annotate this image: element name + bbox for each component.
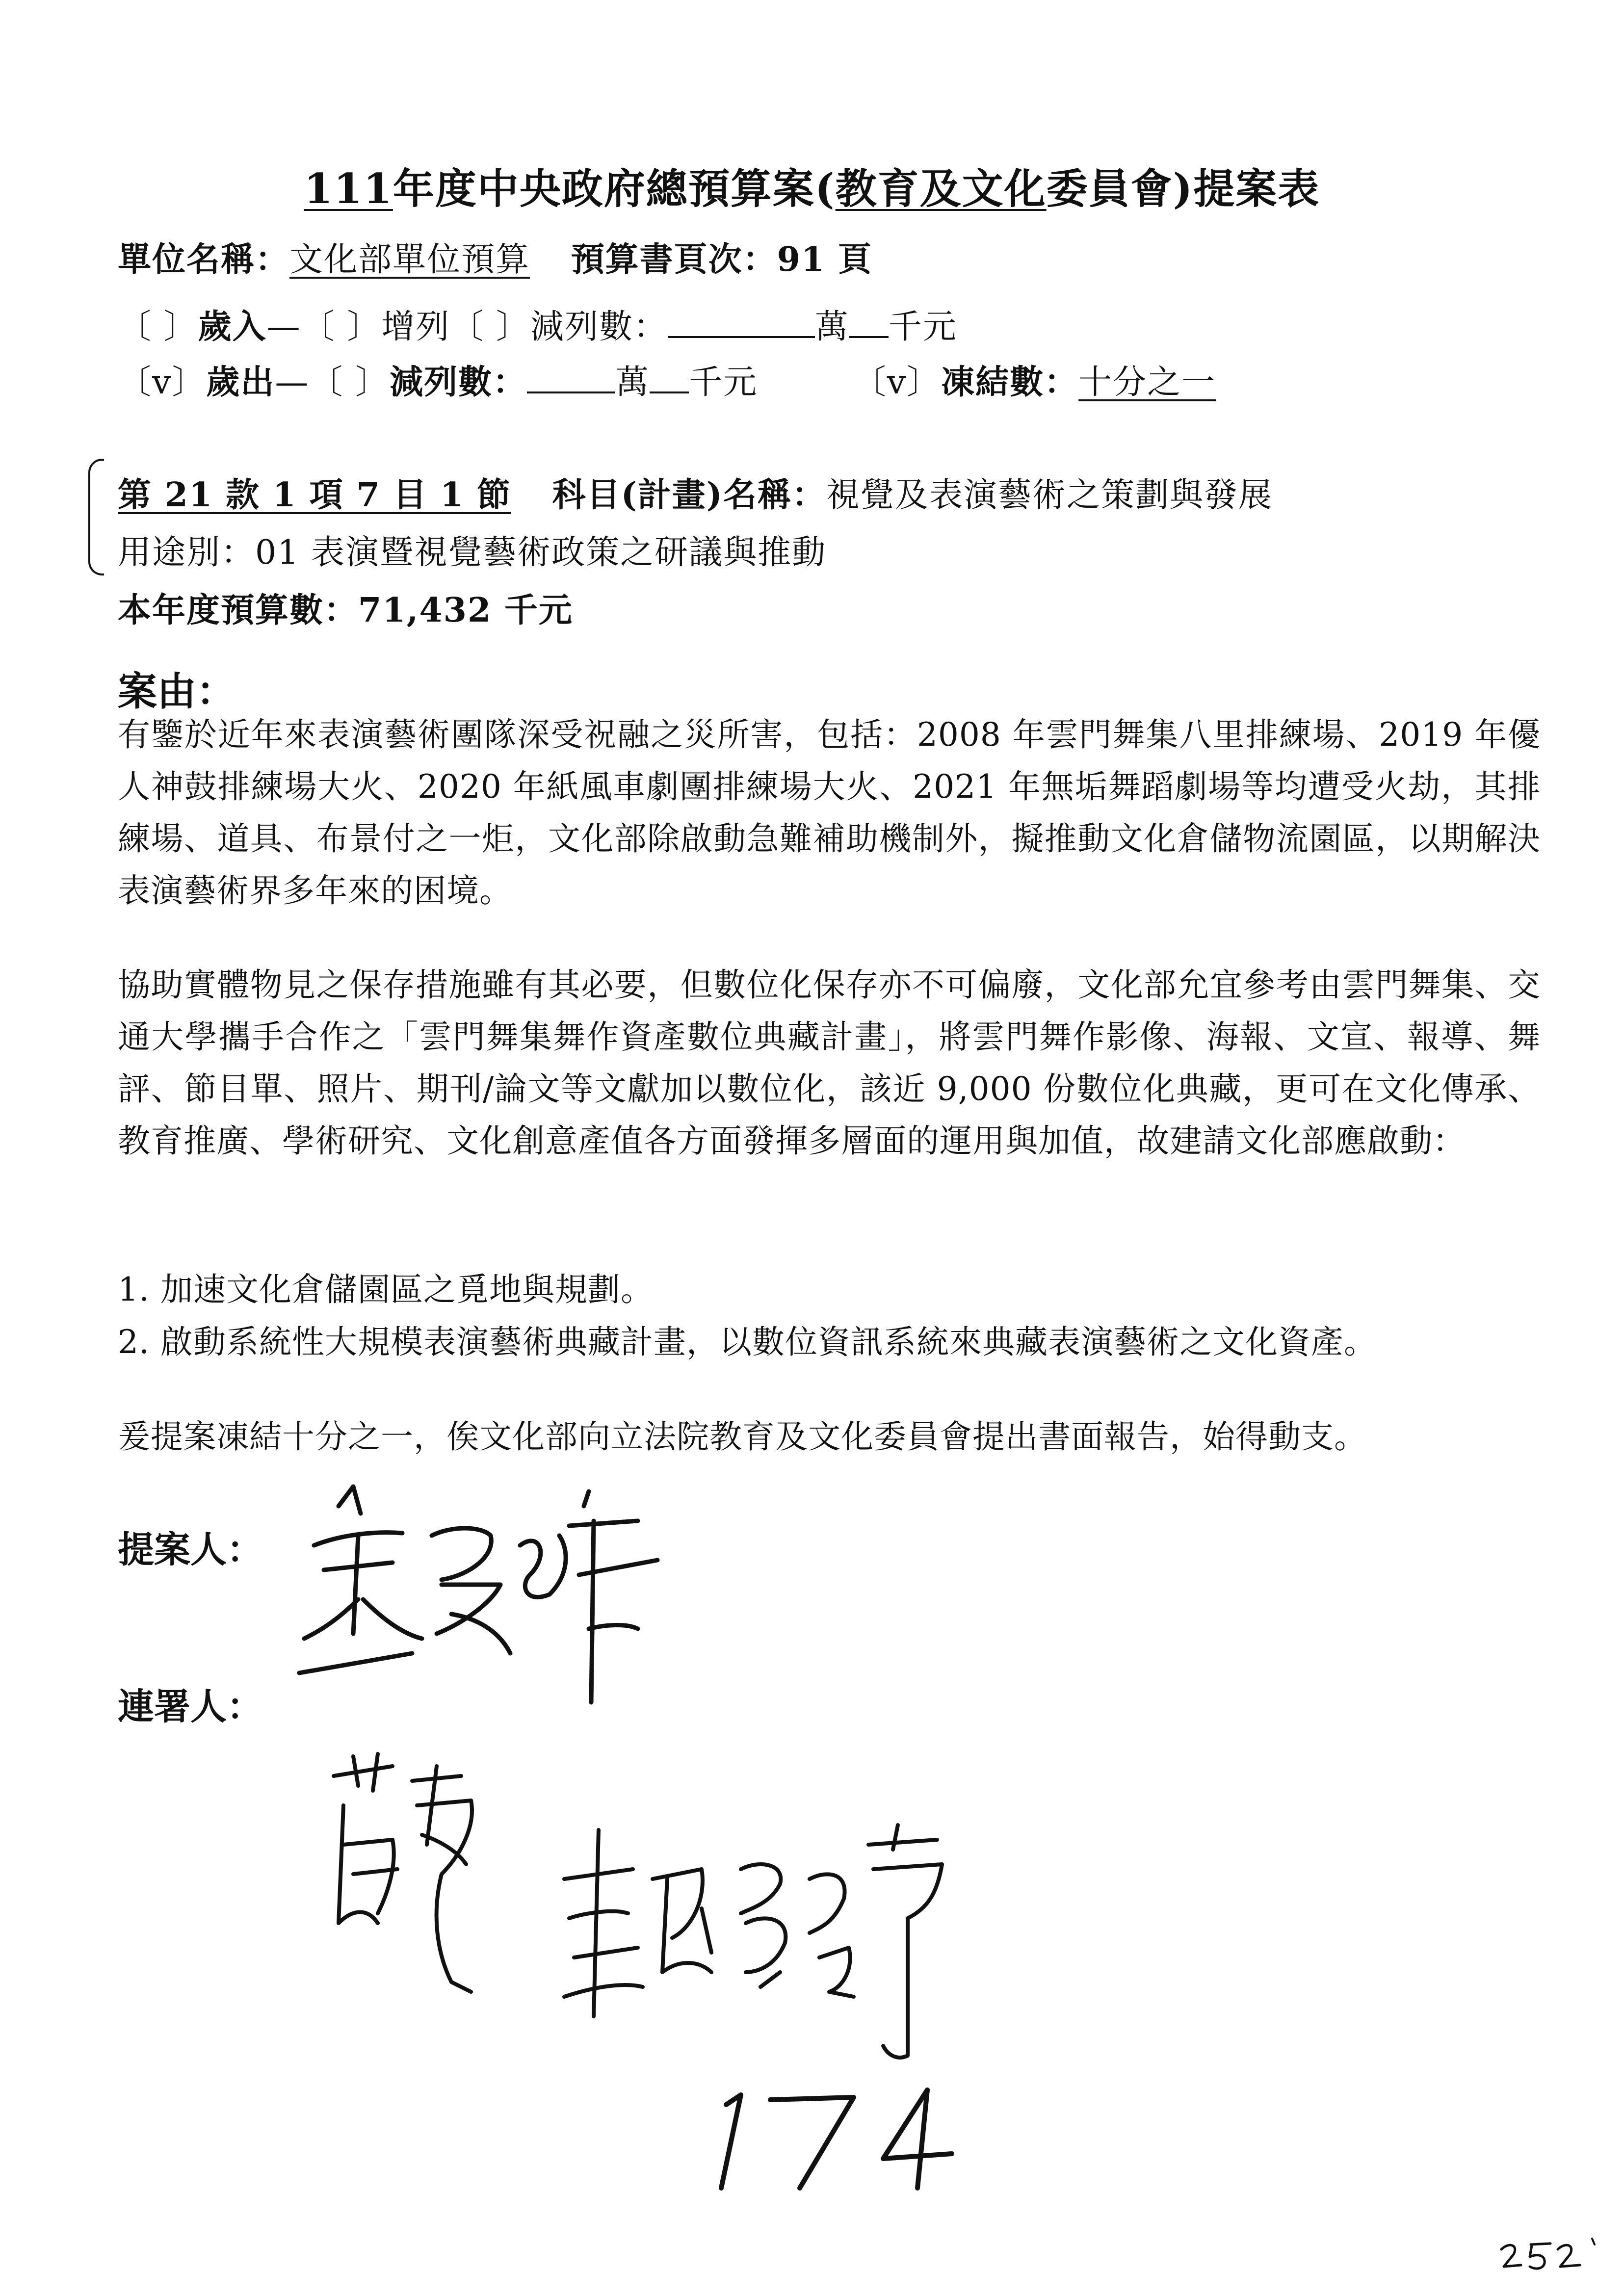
usage-row [118, 526, 826, 574]
budget-amount-row [118, 584, 573, 631]
revenue-dash: — [266, 308, 301, 346]
subject-value: 視覺及表演藝術之策劃與發展 [826, 476, 1273, 515]
handwritten-page-number [697, 2070, 952, 2198]
usage-value: 01 表演暨視覺藝術政策之研議與推動 [255, 533, 827, 572]
increase-checkbox: 〔 〕 [301, 308, 382, 346]
cosigner-signature-2 [554, 1810, 957, 2085]
budget-amount-value: 71,432 千元 [358, 591, 573, 630]
budget-amount-label: 本年度預算數： [118, 591, 359, 630]
unit-label: 單位名稱： [118, 240, 290, 279]
reason-paragraph-2: 協助實體物見之保存措施雖有其必要，但數位化保存亦不可偏廢，文化部允宜參考由雲門舞集、交通大學攜手合作之「雲門舞集舞作資產數位典藏計畫」，將雲門舞作影像、海報、文宣、報導、舞評、節目單、照片、期刊/論文等文獻加以數位化，該近 9,000 份數位化典藏，更可在文化傳承、教育推廣、學術研究、文化創意產值各方面發揮多層面的運用與加值，故建請文化部應啟動： [118, 966, 1541, 1160]
conclusion-text: 爰提案凍結十分之一，俟文化部向立法院教育及文化委員會提出書面報告，始得動支。 [118, 1418, 1367, 1456]
cosigner-label: 連署人： [118, 1686, 263, 1728]
form-title [0, 156, 1624, 215]
freeze-label: 凍結數： [941, 363, 1079, 402]
revenue-wan-blank [668, 311, 815, 338]
corner-handwritten-number [1496, 2235, 1604, 2279]
page-value: 91 頁 [777, 240, 872, 279]
revenue-wan-unit: 萬 [814, 308, 849, 346]
increase-label: 增列 [381, 308, 450, 346]
unit-row [118, 233, 872, 281]
revenue-qian-blank [849, 311, 889, 338]
proposer-signature [294, 1477, 667, 1732]
section-row [118, 469, 1273, 516]
decrease-checkbox: 〔 〕 [450, 308, 530, 346]
reason-label: 案由： [118, 668, 236, 714]
reason-paragraph-1: 有鑒於近年來表演藝術團隊深受祝融之災所害，包括：2008 年雲門舞集八里排練場、2019 年優人神鼓排練場大火、2020 年紙風車劇團排練場大火、2021 年無垢舞蹈劇場等均遭受火劫，其排練場、道具、布景付之一炬，文化部除啟動急難補助機制外，擬推動文化倉儲物流園區，以期解決表演藝術界多年來的困境。 [118, 716, 1541, 910]
title-year: 111 [304, 164, 393, 213]
expense-qian-unit: 千元 [689, 363, 758, 402]
unit-value: 文化部單位預算 [289, 240, 530, 279]
list-item-1: 1. 加速文化倉儲園區之覓地與規劃。 [118, 1271, 654, 1308]
title-text: 年度中央政府總預算案( [393, 164, 836, 213]
expense-label: 歲出 [206, 363, 275, 402]
revenue-label: 歲入 [198, 307, 267, 346]
title-committee: 教育及文化 [835, 164, 1047, 213]
revenue-checkbox: 〔 〕 [118, 308, 198, 346]
expense-decrease-checkbox: 〔 〕 [309, 363, 390, 402]
revenue-row [118, 300, 957, 348]
expense-decrease-label: 減列數： [390, 363, 527, 402]
subject-label: 科目(計畫)名稱： [552, 475, 826, 515]
list-item-2: 2. 啟動系統性大規模表演藝術典藏計畫，以數位資訊系統來典藏表演藝術之文化資產。 [118, 1323, 1377, 1361]
usage-label: 用途別： [118, 533, 256, 572]
expense-checkbox: 〔v〕 [118, 363, 207, 402]
revenue-qian-unit: 千元 [888, 308, 957, 346]
expense-wan-unit: 萬 [615, 363, 650, 402]
freeze-value: 十分之一 [1078, 363, 1216, 402]
expense-wan-blank [527, 366, 615, 393]
expense-row [118, 356, 1216, 403]
budget-item-bracket [88, 459, 104, 575]
title-text-end: 委員會)提案表 [1046, 164, 1320, 213]
revenue-decrease-label: 減列數： [530, 308, 668, 346]
expense-qian-blank [650, 366, 689, 393]
cosigner-signature-1 [324, 1747, 530, 2021]
expense-dash: — [275, 363, 310, 402]
section-number: 第 21 款 1 項 7 目 1 節 [118, 475, 511, 515]
freeze-checkbox: 〔v〕 [852, 363, 942, 402]
proposer-label: 提案人： [118, 1529, 263, 1571]
page-label: 預算書頁次： [571, 240, 777, 279]
